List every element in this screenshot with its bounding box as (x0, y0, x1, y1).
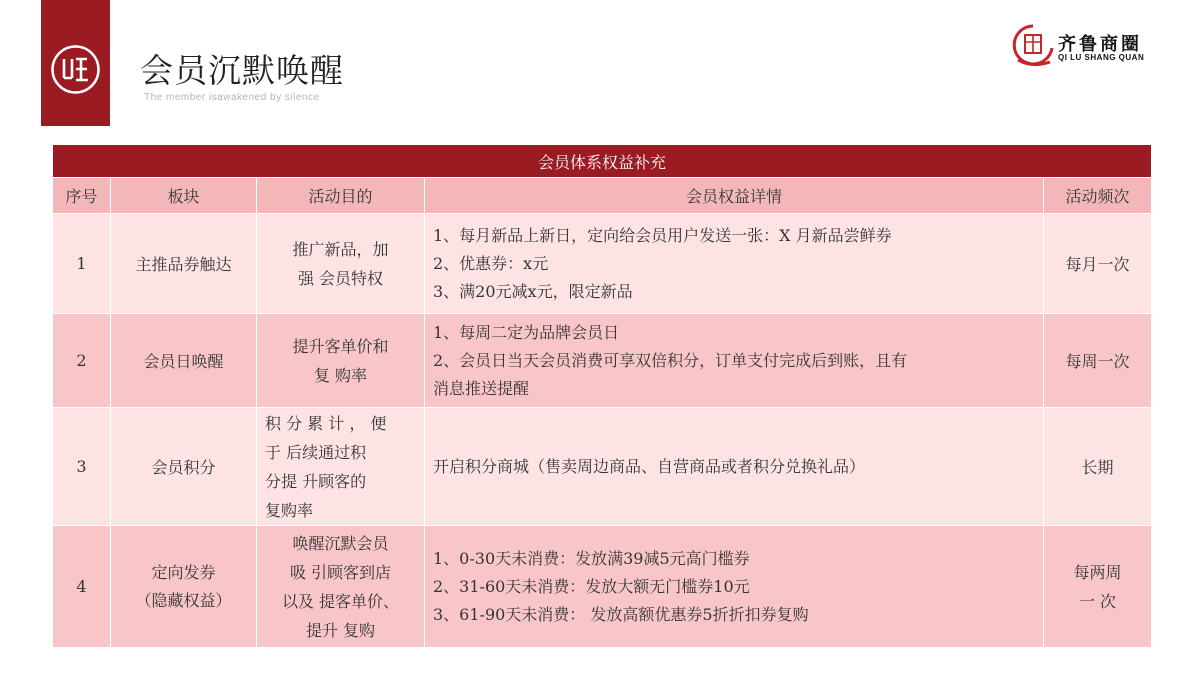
detail-line: 消息推送提醒 (433, 378, 530, 398)
row-section: 主推品券触达 (111, 214, 257, 314)
table-row (53, 526, 1152, 648)
row-details (425, 214, 1044, 314)
table-row (53, 214, 1152, 314)
purpose-line: 分提 升顾客的 (265, 471, 367, 491)
detail-line: 2、优惠券：x元 (433, 253, 549, 273)
row-section: 会员日唤醒 (111, 314, 257, 408)
detail-line: 1、每月新品上新日，定向给会员用户发送一张：X 月新品尝鲜券 (433, 225, 892, 245)
purpose-line: 推广新品，加 (292, 239, 389, 259)
row-section (111, 526, 257, 648)
section-line: （隐藏权益） (135, 590, 232, 610)
purpose-line: 强 会员特权 (297, 268, 384, 288)
purpose-line: 提升客单价和 (292, 336, 389, 356)
benefits-table (52, 144, 1152, 648)
brand-pinyin: QI LU SHANG QUAN (1058, 53, 1145, 62)
row-details (425, 526, 1044, 648)
table-row (53, 314, 1152, 408)
column-header-frequency: 活动频次 (1044, 178, 1152, 214)
section-line: 定向发券 (151, 562, 216, 582)
row-details (425, 408, 1044, 526)
detail-line: 开启积分商城（售卖周边商品、自营商品或者积分兑换礼品） (433, 456, 866, 476)
brand-emblem-icon (1010, 22, 1056, 68)
page-subtitle: The member isawakened by silence (144, 92, 320, 103)
brand-logo (1010, 22, 1160, 67)
detail-line: 3、满20元减x元，限定新品 (433, 281, 633, 301)
purpose-line: 于 后续通过积 (265, 442, 367, 462)
table-caption-row (53, 145, 1152, 178)
table-row (53, 408, 1152, 526)
purpose-line: 复 购率 (313, 365, 368, 385)
column-header-section: 板块 (111, 178, 257, 214)
purpose-line: 积 分 累 计 ， 便 (265, 413, 387, 433)
row-details (425, 314, 1044, 408)
row-frequency: 每月一次 (1044, 214, 1152, 314)
table-header-row (53, 178, 1152, 214)
column-header-no: 序号 (53, 178, 111, 214)
row-number: 4 (53, 526, 111, 648)
row-frequency: 长期 (1044, 408, 1152, 526)
row-number: 2 (53, 314, 111, 408)
header-logo-block (41, 0, 110, 126)
purpose-line: 以及 提客单价、 (281, 591, 400, 611)
frequency-line: 一 次 (1078, 591, 1117, 611)
row-purpose (257, 408, 425, 526)
table-caption: 会员体系权益补充 (53, 145, 1152, 178)
detail-line: 1、0-30天未消费：发放满39减5元高门槛券 (433, 548, 750, 568)
purpose-line: 复购率 (265, 500, 314, 520)
purpose-line: 唤醒沉默会员 (292, 533, 389, 553)
detail-line: 2、31-60天未消费：发放大额无门槛券10元 (433, 576, 750, 596)
purpose-line: 提升 复购 (305, 620, 376, 640)
brand-name: 齐鲁商圈 (1058, 34, 1142, 55)
frequency-line: 每两周 (1073, 562, 1122, 582)
row-number: 3 (53, 408, 111, 526)
row-section: 会员积分 (111, 408, 257, 526)
row-frequency: 每周一次 (1044, 314, 1152, 408)
detail-line: 3、61-90天未消费： 发放高额优惠券5折折扣券复购 (433, 604, 809, 624)
row-purpose (257, 314, 425, 408)
detail-line: 1、每周二定为品牌会员日 (433, 322, 620, 342)
purpose-line: 吸 引顾客到店 (289, 562, 392, 582)
column-header-purpose: 活动目的 (257, 178, 425, 214)
row-number: 1 (53, 214, 111, 314)
row-purpose (257, 526, 425, 648)
company-emblem-icon (50, 44, 101, 95)
detail-line: 2、会员日当天会员消费可享双倍积分，订单支付完成后到账，且有 (433, 350, 908, 370)
page-title: 会员沉默唤醒 (140, 51, 344, 90)
column-header-details: 会员权益详情 (425, 178, 1044, 214)
row-frequency (1044, 526, 1152, 648)
row-purpose (257, 214, 425, 314)
